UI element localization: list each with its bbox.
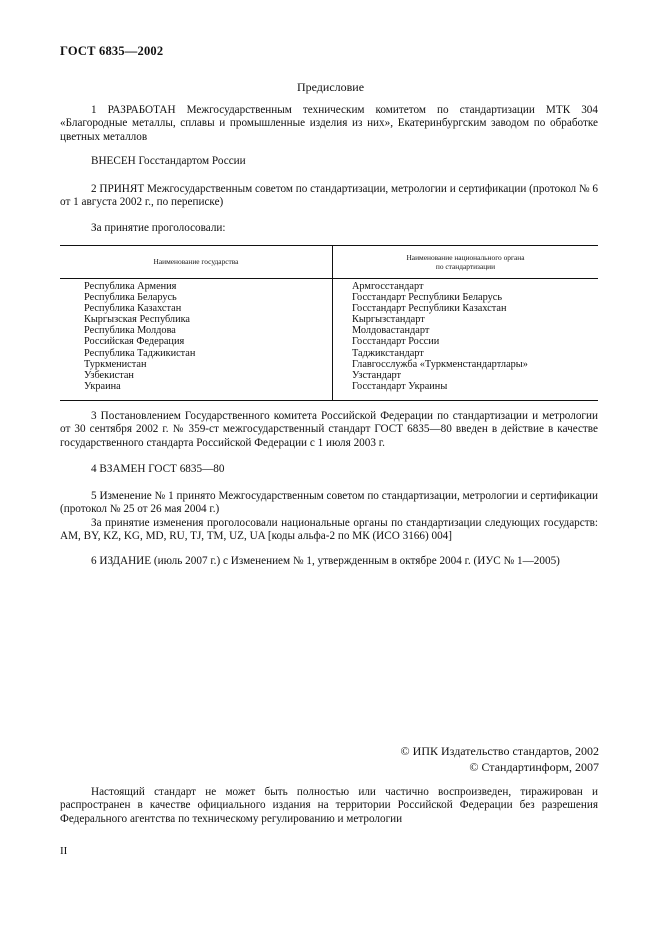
table-header-body-line1: Наименование национального органа: [406, 252, 525, 262]
table-cell-body: Таджикстандарт: [352, 347, 424, 359]
table-cell-state: Российская Федерация: [84, 336, 185, 348]
table-header-divider: [60, 278, 598, 279]
table-cell-body: Госстандарт Республики Беларусь: [352, 292, 503, 304]
paragraph-3: 3 Постановлением Государственного комитета Российской Федерации по стандартизации и метрологии от 30 сентября 2002 г. № 359-ст межгосударственный стандарт ГОСТ 6835—80 введен в действие в качестве государственного стандарта Российской Федерации с 1 июля 2003 г.: [60, 410, 598, 449]
paragraph-voted: За принятие проголосовали:: [91, 222, 226, 234]
table-cell-state: Республика Армения: [84, 281, 177, 292]
page-title: Предисловие: [296, 80, 365, 94]
table-cell-state: Республика Молдова: [84, 325, 176, 337]
page-number: II: [60, 845, 68, 857]
voting-table: [60, 245, 598, 401]
paragraph-1: 1 РАЗРАБОТАН Межгосударственным техническим комитетом по стандартизации МТК 304 «Благородные металлы, сплавы и промышленные изделия из них», Екатеринбургским заводом по обработке цветных металлов: [60, 104, 598, 143]
reproduction-notice: Настоящий стандарт не может быть полностью или частично воспроизведен, тиражирован и распространен в качестве официального издания на территории Российской Федерации без разрешения Федерального агентства по техническому регулированию и метрологии: [60, 786, 598, 825]
table-cell-body: Узстандарт: [352, 369, 402, 381]
standard-code-header: ГОСТ 6835—2002: [60, 44, 164, 58]
table-header-body: [333, 246, 598, 278]
table-header-body-line2: по стандартизации: [435, 262, 496, 271]
paragraph-2: 2 ПРИНЯТ Межгосударственным советом по стандартизации, метрологии и сертификации (протокол № 6 от 1 августа 2002 г., по переписке): [60, 183, 598, 209]
copyright-2007: © Стандартинформ, 2007: [469, 760, 599, 774]
table-cell-state: Узбекистан: [84, 369, 134, 381]
table-cell-state: Кыргызская Республика: [84, 314, 191, 326]
table-cell-body: Армгосстандарт: [352, 281, 424, 292]
table-column-states: [84, 281, 324, 392]
table-cell-state: Республика Таджикистан: [84, 347, 196, 359]
paragraph-vnesen: ВНЕСЕН Госстандартом России: [91, 155, 246, 167]
table-header-state-label: Наименование государства: [153, 257, 239, 267]
table-cell-state: Туркменистан: [84, 358, 147, 370]
paragraph-5b: За принятие изменения проголосовали национальные органы по стандартизации следующих государств: AM, BY, KZ, KG, MD, RU, TJ, TM, UZ, UA [коды альфа-2 по МК (ИСО 3166) 004]: [60, 517, 598, 543]
table-cell-state: Республика Беларусь: [84, 292, 177, 304]
table-cell-state: Республика Казахстан: [84, 303, 182, 315]
table-column-bodies: [352, 281, 592, 392]
paragraph-6: 6 ИЗДАНИЕ (июль 2007 г.) с Изменением № 1, утвержденным в октябре 2004 г. (ИУС № 1—2005): [91, 555, 560, 567]
table-cell-body: Госстандарт России: [352, 336, 440, 348]
paragraph-5a: 5 Изменение № 1 принято Межгосударственным советом по стандартизации, метрологии и сертификации (протокол № 25 от 26 мая 2004 г.): [60, 490, 598, 516]
table-cell-body: Госстандарт Республики Казахстан: [352, 303, 507, 315]
table-cell-state: Украина: [84, 380, 121, 392]
table-header-state: [60, 246, 332, 278]
table-cell-body: Госстандарт Украины: [352, 380, 448, 392]
table-cell-body: Главгосслужба «Туркменстандартлары»: [352, 358, 528, 370]
table-cell-body: Молдовастандарт: [352, 325, 430, 337]
copyright-2002: © ИПК Издательство стандартов, 2002: [400, 744, 599, 758]
paragraph-4: 4 ВЗАМЕН ГОСТ 6835—80: [91, 463, 225, 475]
table-cell-body: Кыргызстандарт: [352, 314, 425, 326]
